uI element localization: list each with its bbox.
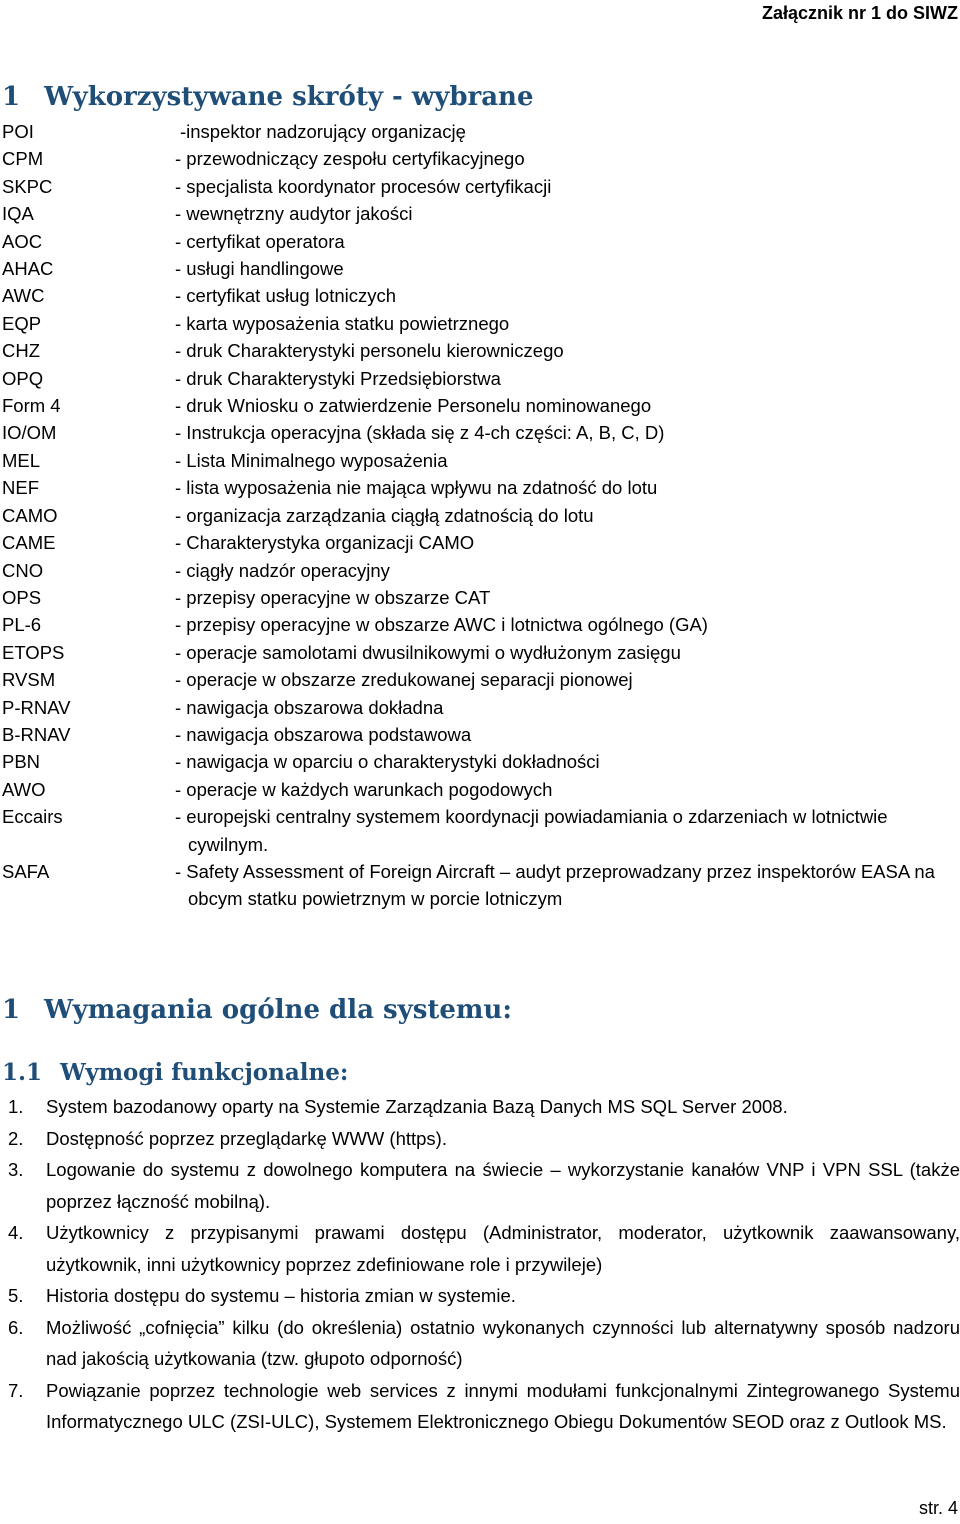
abbreviation-description: - Safety Assessment of Foreign Aircraft – audyt przeprowadzany przez inspektorów EASA na obcym statku powietrznym w porcie lotniczym <box>175 860 935 910</box>
abbreviation-description: - certyfikat usług lotniczych <box>175 285 397 307</box>
abbreviation-description: - nawigacja w oparciu o charakterystyki dokładności <box>175 751 600 773</box>
abbreviation-row <box>2 282 952 309</box>
section-title: Wykorzystywane skróty - wybrane <box>44 82 534 112</box>
abbreviation-code: AHAC <box>2 258 54 280</box>
section-number: 1 <box>2 82 21 112</box>
section-number: 1 <box>2 995 21 1025</box>
item-number: 1. <box>8 1096 24 1117</box>
abbreviation-description: - druk Wniosku o zatwierdzenie Personelu nominowanego <box>175 395 652 417</box>
abbreviation-row <box>2 584 952 611</box>
abbreviation-description: - druk Charakterystyki personelu kierowniczego <box>175 340 564 362</box>
abbreviation-description: - karta wyposażenia statku powietrznego <box>175 312 510 334</box>
abbreviation-row <box>2 611 952 638</box>
abbreviation-row <box>2 776 952 803</box>
abbreviation-description: - wewnętrzny audytor jakości <box>175 203 413 225</box>
abbreviation-row <box>2 173 952 200</box>
abbreviation-description: - operacje w każdych warunkach pogodowych <box>175 778 553 800</box>
requirements-list <box>0 1091 960 1438</box>
abbreviation-code: P-RNAV <box>2 696 71 718</box>
item-text: Logowanie do systemu z dowolnego komputera na świecie – wykorzystanie kanałów VNP i VPN SSL (także poprzez łączność mobilną). <box>46 1159 960 1212</box>
abbreviation-code: SKPC <box>2 175 53 197</box>
abbreviation-code: NEF <box>2 477 39 499</box>
abbreviation-row <box>2 310 952 337</box>
abbreviation-code: RVSM <box>2 669 56 691</box>
abbreviation-description: - druk Charakterystyki Przedsiębiorstwa <box>175 367 501 389</box>
abbreviation-description: - przepisy operacyjne w obszarze AWC i lotnictwa ogólnego (GA) <box>175 614 708 636</box>
list-item <box>0 1217 960 1280</box>
abbreviation-description: - operacje samolotami dwusilnikowymi o wydłużonym zasięgu <box>175 641 681 663</box>
abbreviation-row <box>2 365 952 392</box>
item-text: System bazodanowy oparty na Systemie Zarządzania Bazą Danych MS SQL Server 2008. <box>46 1096 788 1117</box>
abbreviation-code: CPM <box>2 148 44 170</box>
abbreviation-code: POI <box>2 121 34 142</box>
item-text: Użytkownicy z przypisanymi prawami dostępu (Administrator, moderator, użytkownik zaawansowany, użytkownik, inni użytkownicy poprzez zdefiniowane role i przywileje) <box>46 1222 960 1275</box>
abbreviation-code: AOC <box>2 230 43 252</box>
abbreviation-description: - nawigacja obszarowa podstawowa <box>175 723 472 745</box>
abbreviation-row <box>2 557 952 584</box>
abbreviation-description: - europejski centralny systemem koordynacji powiadamiania o zdarzeniach w lotnictwie cywilnym. <box>175 806 888 855</box>
item-number: 7. <box>8 1379 24 1401</box>
abbreviation-row <box>2 639 952 666</box>
page-number: str. 4 <box>918 1498 958 1518</box>
abbreviation-code: B-RNAV <box>2 723 71 745</box>
abbreviation-row <box>2 255 952 282</box>
subsection-heading-functional <box>2 1059 348 1086</box>
abbreviation-code: SAFA <box>2 860 50 882</box>
list-item <box>0 1123 960 1155</box>
item-text: Historia dostępu do systemu – historia zmian w systemie. <box>46 1285 516 1306</box>
abbreviation-description: - operacje w obszarze zredukowanej separacji pionowej <box>175 669 633 691</box>
abbreviation-code: CAMO <box>2 504 58 526</box>
abbreviation-code: IQA <box>2 203 34 225</box>
abbreviation-row <box>2 803 952 858</box>
abbreviation-code: Form 4 <box>2 395 61 417</box>
list-item <box>0 1154 960 1217</box>
abbreviation-row <box>2 447 952 474</box>
abbreviation-row <box>2 118 952 145</box>
abbreviation-description: - Instrukcja operacyjna (składa się z 4-ch części: A, B, C, D) <box>175 422 665 444</box>
abbreviation-code: AWC <box>2 285 45 307</box>
item-number: 4. <box>8 1222 24 1243</box>
list-item <box>0 1312 960 1375</box>
abbreviation-row <box>2 228 952 255</box>
subsection-title: Wymogi funkcjonalne: <box>60 1059 349 1086</box>
subsection-number: 1.1 <box>2 1059 43 1086</box>
abbreviation-row <box>2 694 952 721</box>
abbreviation-code: MEL <box>2 449 41 471</box>
abbreviation-row <box>2 529 952 556</box>
attachment-label: Załącznik nr 1 do SIWZ <box>761 3 958 23</box>
abbreviation-code: CHZ <box>2 340 41 362</box>
item-text: Dostępność poprzez przeglądarkę WWW (https). <box>46 1127 447 1149</box>
abbreviation-description: -inspektor nadzorujący organizację <box>180 121 466 142</box>
item-number: 5. <box>8 1285 24 1306</box>
abbreviation-row <box>2 502 952 529</box>
abbreviation-code: OPS <box>2 586 42 608</box>
item-number: 2. <box>8 1127 24 1149</box>
abbreviation-description: - lista wyposażenia nie mająca wpływu na zdatność do lotu <box>175 477 658 499</box>
item-number: 3. <box>8 1159 24 1180</box>
abbreviation-description: - przewodniczący zespołu certyfikacyjnego <box>175 148 525 170</box>
abbreviation-description: - przepisy operacyjne w obszarze CAT <box>175 586 491 608</box>
abbreviation-description: - specjalista koordynator procesów certyfikacji <box>175 175 552 197</box>
abbreviation-code: OPQ <box>2 367 44 389</box>
abbreviation-row <box>2 337 952 364</box>
list-item <box>0 1375 960 1438</box>
abbreviation-row <box>2 145 952 172</box>
item-text: Powiązanie poprzez technologie web services z innymi modułami funkcjonalnymi Zintegrowanego Systemu Informatycznego ULC (ZSI-ULC), Systemem Elektronicznego Obiegu Dokumentów SEOD oraz z Outlook MS. <box>46 1379 960 1432</box>
item-number: 6. <box>8 1316 24 1338</box>
abbreviation-description: - Charakterystyka organizacji CAMO <box>175 532 475 554</box>
list-item <box>0 1091 960 1123</box>
abbreviation-code: CAME <box>2 532 56 554</box>
abbreviation-row <box>2 666 952 693</box>
abbreviation-code: Eccairs <box>2 806 63 828</box>
abbreviation-description: - ciągły nadzór operacyjny <box>175 559 390 581</box>
abbreviation-row <box>2 721 952 748</box>
abbreviation-code: ETOPS <box>2 641 65 663</box>
section-title: Wymagania ogólne dla systemu: <box>44 995 512 1025</box>
abbreviation-code: EQP <box>2 312 42 334</box>
abbreviation-description: - nawigacja obszarowa dokładna <box>175 696 444 718</box>
abbreviation-list <box>2 118 952 913</box>
abbreviation-code: PBN <box>2 751 41 773</box>
abbreviation-description: - certyfikat operatora <box>175 230 345 252</box>
abbreviation-code: CNO <box>2 559 44 581</box>
abbreviation-code: AWO <box>2 778 46 800</box>
abbreviation-description: - Lista Minimalnego wyposażenia <box>175 449 448 471</box>
abbreviation-row <box>2 748 952 775</box>
abbreviation-row <box>2 474 952 501</box>
section-heading-abbreviations <box>2 82 534 112</box>
abbreviation-code: PL-6 <box>2 614 42 636</box>
abbreviation-row <box>2 392 952 419</box>
abbreviation-row <box>2 200 952 227</box>
abbreviation-description: - usługi handlingowe <box>175 258 344 280</box>
abbreviation-row <box>2 419 952 446</box>
abbreviation-row <box>2 858 952 913</box>
list-item <box>0 1280 960 1312</box>
abbreviation-code: IO/OM <box>2 422 57 444</box>
section-heading-general-requirements <box>2 995 512 1025</box>
item-text: Możliwość „cofnięcia” kilku (do określenia) ostatnio wykonanych czynności lub alternatywny sposób nadzoru nad jakością użytkowania (tzw. głupoto odporność) <box>46 1316 960 1369</box>
abbreviation-description: - organizacja zarządzania ciągłą zdatnością do lotu <box>175 504 594 526</box>
